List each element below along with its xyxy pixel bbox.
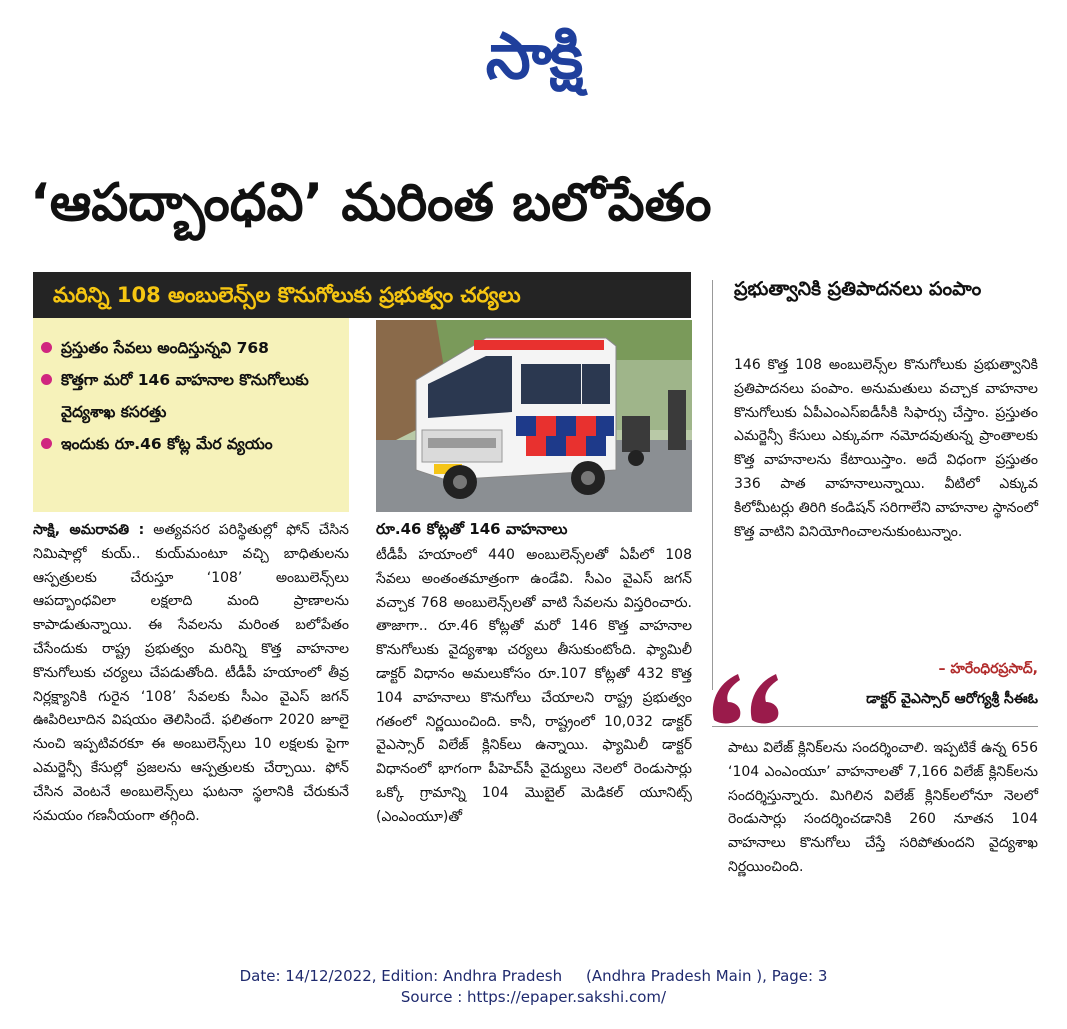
- sidebar-title: ప్రభుత్వానికి ప్రతిపాదనలు పంపాం: [734, 278, 982, 300]
- highlight-text: ఇందుకు రూ.46 కోట్ల మేర వ్యయం: [61, 435, 273, 453]
- sidebar-divider: [712, 280, 713, 690]
- photo-caption: రూ.46 కోట్లతో 146 వాహనాలు: [376, 520, 568, 538]
- highlight-item: [39, 332, 343, 364]
- subheadline-bar: మరిన్ని 108 అంబులెన్స్‌ల కొనుగోలుకు ప్రభుత్వం చర్యలు: [33, 272, 691, 318]
- quote-divider: [712, 726, 1038, 727]
- headline: ‘ఆపద్బాంధవి’ మరింత బలోపేతం: [30, 173, 712, 233]
- ambulance-photo: [376, 320, 692, 512]
- quote-text: 146 కొత్త 108 అంబులెన్స్‌ల కొనుగోలుకు ప్రభుత్వానికి ప్రతిపాదనలు పంపాం. అనుమతులు వచ్చాక వాహనాల కొనుగోలుకు ఏపీఎంఎస్‌ఐడీసీకి సిఫార్సు చేస్తాం. ప్రస్తుతం ఎమర్జెన్సీ కేసులు ఎక్కువగా నమోదవుతున్న ప్రాంతాలకు కొత్త వాహనాలను కేటాయిస్తాం. అదే విధంగా ప్రస్తుతం 336 పాత వాహనాలున్నాయి. వీటిలో ఎక్కువ కిలోమీటర్లు తిరిగి కండిషన్‌ సరిగాలేని వాహనాల స్థానంలో కొత్త వాటిని వినియోగించాలనుకుంటున్నాం.: [734, 357, 1038, 540]
- highlight-item: [39, 364, 343, 428]
- footer-source-link[interactable]: Source : https://epaper.sakshi.com/: [400, 988, 667, 1006]
- article-text: అత్యవసర పరిస్థితుల్లో ఫోన్‌ చేసిన నిమిషాల్లో కుయ్‌.. కుయ్‌మంటూ వచ్చి బాధితులను ఆస్పత్రులకు చేరుస్తూ ‘108’ అంబులెన్స్‌లు ఆపద్బాంధవిలా లక్షలాది మంది ప్రాణాలను కాపాడుతున్నాయి. ఈ సేవలను మరింత బలోపేతం చేసేందుకు రాష్ట్ర ప్రభుత్వం మరిన్ని కొత్త వాహనాల కొనుగోలుకు చర్యలు చేపడుతోంది. టీడీపీ హయాంలో తీవ్ర నిర్లక్ష్యానికి గురైన ‘108’ సేవలకు సీఎం వైఎస్‌ జగన్‌ ఊపిరిలూదిన విషయం తెలిసిందే. ఫలితంగా 2020 జూలై నుంచి ఇప్పటివరకూ ఈ అంబులెన్స్‌లు 10 లక్షలకు పైగా ఎమర్జెన్సీ కేసుల్లో ప్రజలను ఆస్పత్రులకు చేర్చాయి. ఫోన్‌ చేసిన వెంటనే అంబులెన్స్‌లు ఘటనా స్థలానికి చేరుకునే సమయం గణనీయంగా తగ్గింది.: [33, 522, 349, 824]
- bullet-icon: [41, 438, 52, 449]
- sidebar-quote: [734, 354, 1038, 544]
- article-text: టీడీపీ హయాంలో 440 అంబులెన్స్‌లతో ఏపీలో 108 సేవలు అంతంతమాత్రంగా ఉండేవి. సీఎం వైఎస్‌ జగన్‌ వచ్చాక 768 అంబులెన్స్‌లతో వాటి సేవలను విస్తరించారు. తాజాగా.. రూ.46 కోట్లతో మరో 146 కొత్త వాహనాల కొనుగోలుకు వైద్యశాఖ చర్యలు తీసుకుంటోంది. ఫ్యామిలీ డాక్టర్‌ విధానం అమలుకోసం రూ.107 కోట్లతో 432 కొత్త 104 వాహనాలు కొనుగోలు చేయాలని రాష్ట్ర ప్రభుత్వం గతంలో నిర్ణయించింది. కానీ, రాష్ట్రంలో 10,032 డాక్టర్‌ వైఎస్సార్‌ విలేజ్‌ క్లినిక్‌లు ఉన్నాయి. ఫ్యామిలీ డాక్టర్‌ విధానంలో భాగంగా పీహెచ్‌సీ వైద్యులు నెలలో రెండుసార్లు ఒక్కో గ్రామాన్ని 104 మొబైల్‌ మెడికల్‌ యూనిట్స్‌ (ఎంఎంయూ)తో: [376, 547, 692, 825]
- sakshi-logo[interactable]: సాక్షి: [485, 20, 582, 94]
- article-text: పాటు విలేజ్‌ క్లినిక్‌లను సందర్శించాలి. ఇప్పటికే ఉన్న 656 ‘104 ఎంఎంయూ’ వాహనాలతో 7,166 విలేజ్‌ క్లినిక్‌లను సందర్శిస్తున్నారు. మిగిలిన విలేజ్‌ క్లినిక్‌లలోనూ నెలలో రెండుసార్లు సందర్శించడానికి 260 నూతన 104 వాహనాలు కొనుగోలు చేస్తే సరిపోతుందని వైద్యశాఖ నిర్ణయించింది.: [728, 740, 1038, 875]
- highlight-text: కొత్తగా మరో 146 వాహనాల కొనుగోలుకు వైద్యశాఖ కసరత్తు: [61, 371, 309, 421]
- footer: [0, 966, 1067, 1008]
- highlights-box: [33, 318, 349, 512]
- highlight-text: ప్రస్తుతం సేవలు అందిస్తున్నవి 768: [61, 339, 269, 357]
- article-column-1: [33, 519, 349, 828]
- quote-designation: డాక్టర్‌ వైఎస్సార్‌ ఆరోగ్యశ్రీ సీఈఓ: [866, 691, 1038, 707]
- highlight-item: [39, 428, 343, 460]
- article-column-3: [728, 737, 1038, 880]
- article-column-2: [376, 544, 692, 830]
- bullet-icon: [41, 342, 52, 353]
- bullet-icon: [41, 374, 52, 385]
- quote-signature: – హరేంధిరప్రసాద్,: [938, 661, 1038, 677]
- quote-mark-icon: [708, 664, 788, 728]
- dateline: సాక్షి, అమరావతి :: [33, 522, 145, 538]
- footer-date-edition: Date: 14/12/2022, Edition: Andhra Pradesh (Andhra Pradesh Main ), Page: 3: [239, 967, 828, 985]
- masthead: [0, 12, 1067, 102]
